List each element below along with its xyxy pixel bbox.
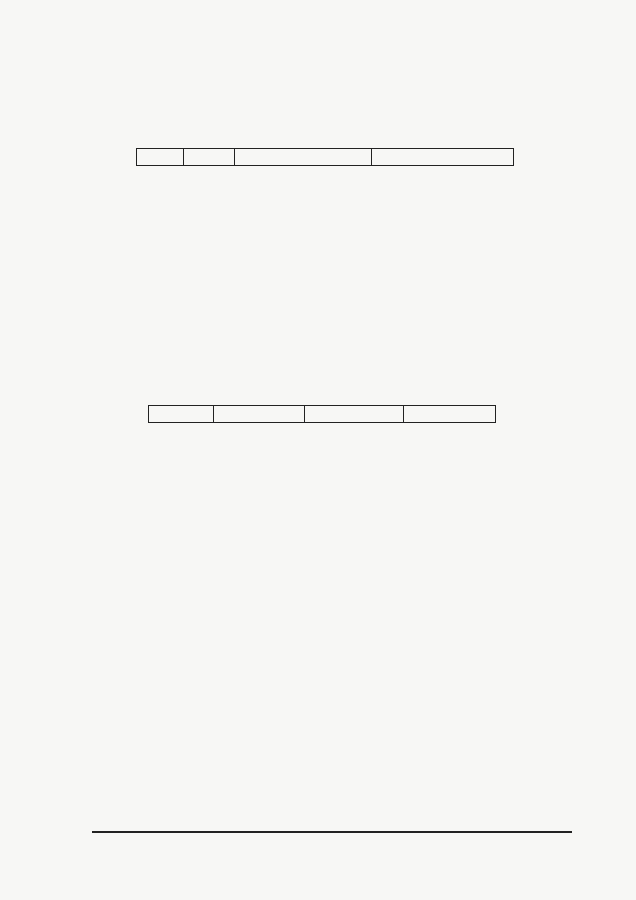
header-grade: [149, 406, 214, 423]
header-school: [372, 149, 514, 166]
eagle-table: [148, 405, 496, 423]
header-school: [404, 406, 496, 423]
header-name: [305, 406, 404, 423]
header-number: [214, 406, 305, 423]
header-grade: [137, 149, 184, 166]
high-school-table: [136, 148, 514, 166]
footer-divider: [92, 831, 572, 833]
header-name: [235, 149, 372, 166]
header-number: [184, 149, 235, 166]
